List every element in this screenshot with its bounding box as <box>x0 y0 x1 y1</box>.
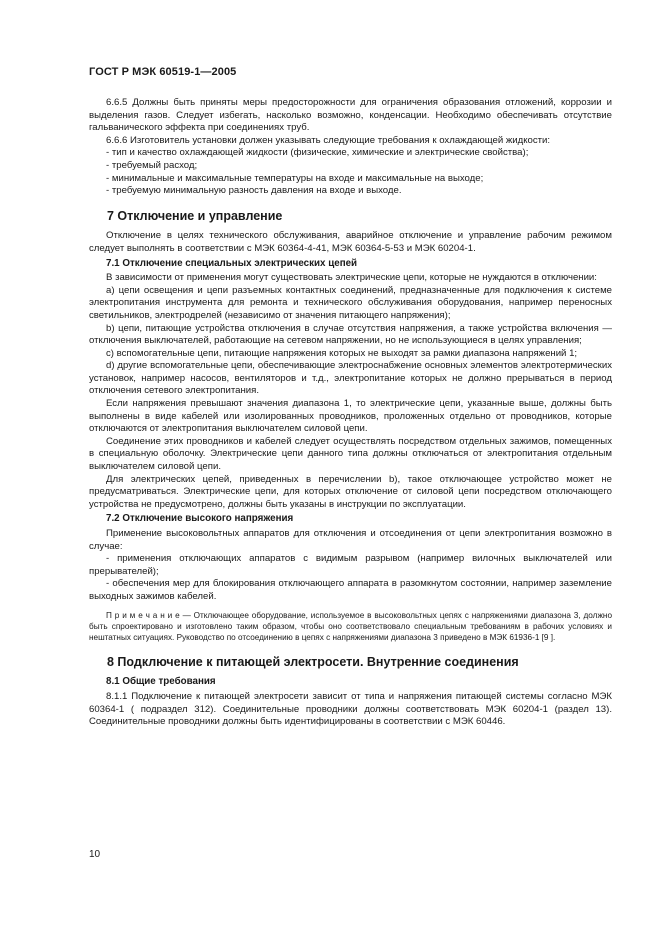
section-7-2-heading: 7.2 Отключение высокого напряжения <box>106 513 294 525</box>
paragraph-6-6-6: 6.6.6 Изготовитель установки должен указывать следующие требования к охлаждающей жидкости: <box>106 134 551 146</box>
list-item: - минимальные и максимальные температуры на входе и максимальные на выходе; <box>106 172 484 184</box>
section-7-heading: 7 Отключение и управление <box>107 208 283 223</box>
section-7-intro: Отключение в целях технического обслуживания, аварийное отключение и управление рабочим режимом следует выполнять в соответствии с МЭК 60364-4-41, МЭК 60364-5-53 и МЭК 60204-1. <box>89 230 612 254</box>
list-item: - обеспечения мер для блокирования отключающего аппарата в разомкнутом состоянии, например заземление выходных зажимов кабелей. <box>89 578 612 602</box>
list-item: - применения отключающих аппаратов с видимым разрывом (например вилочных выключателей или прерывателей); <box>89 553 612 577</box>
list-item: - тип и качество охлаждающей жидкости (физические, химические и электрические свойства); <box>106 147 529 159</box>
paragraph-6-6-5: 6.6.5 Должны быть приняты меры предосторожности для ограничения образования отложений, коррозии и выделения газов. Следует избегать, насколько возможно, конденсации. Необходимо обеспечивать отсутствие гальванического эффекта при соединениях труб. <box>89 97 612 134</box>
page-number: 10 <box>89 849 101 860</box>
section-8-heading: 8 Подключение к питающей электросети. Внутренние соединения <box>107 654 519 669</box>
paragraph: Применение высоковольтных аппаратов для отключения и отсоединения от цепи электропитания возможно в случае: <box>89 528 612 552</box>
section-8-1-heading: 8.1 Общие требования <box>106 676 216 688</box>
paragraph: b) цепи, питающие устройства отключения в случае отсутствия напряжения, а также устройства включения — отключения выключателей, работающие на сетевом напряжении, но не использующиеся в целях управления; <box>89 322 612 347</box>
paragraph: Для электрических цепей, приведенных в перечислении b), такое отключающее устройство может не предусматриваться. Электрические цепи, для которых отключение от силовой цепи посредством отключающего устройства не предусмотрено, должны быть указаны в инструкции по эксплуатации. <box>89 473 612 510</box>
paragraph: а) цепи освещения и цепи разъемных контактных соединений, предназначенные для подключения к системе электропитания инструмента для ремонта и технического обслуживания оборудования, например переносных светильников, электродрелей (независимо от значения питающего напряжения); <box>89 284 612 321</box>
paragraph: d) другие вспомогательные цепи, обеспечивающие электроснабжение основных элементов электротермических установок, например насосов, вентиляторов и т.д., электропитание которых не должно прерываться в период отключения сетевого электропитания. <box>89 360 612 397</box>
paragraph: В зависимости от применения могут существовать электрические цепи, которые не нуждаются в отключении: <box>106 272 597 284</box>
document-body <box>89 97 612 729</box>
paragraph-8-1-1: 8.1.1 Подключение к питающей электросети зависит от типа и напряжения питающей системы согласно МЭК 60364-1 ( подраздел 312). Соединительные проводники должны соответствовать МЭК 60204-1 (раздел 13). Соединительные проводники должны быть идентифицированы в соответствии с МЭК 60446. <box>89 690 612 728</box>
note: П р и м е ч а н и е — Отключающее оборудование, используемое в высоковольтных цепях с напряжениями диапазона 3, должно быть спроектировано и изготовлено таким образом, чтобы оно соответствовало специальным требованиям в рабочих условиях и нештатных ситуациях. Руководство по отсоединению в цепях с напряжениями диапазона 3 приведено в МЭК 61936-1 [9 ]. <box>89 610 612 643</box>
section-7-1-heading: 7.1 Отключение специальных электрических цепей <box>106 257 358 269</box>
list-item: - требуемую минимальную разность давления на входе и выходе. <box>106 185 402 197</box>
paragraph: Соединение этих проводников и кабелей следует осуществлять посредством отдельных зажимов, помещенных в специальную оболочку. Электрические цепи данного типа должны отключаться от электропитания отдельным выключателем силовой цепи. <box>89 435 612 473</box>
paragraph: с) вспомогательные цепи, питающие напряжения которых не выходят за рамки диапазона напряжений 1; <box>106 347 578 359</box>
standard-header: ГОСТ Р МЭК 60519-1—2005 <box>89 66 237 78</box>
list-item: - требуемый расход; <box>106 159 198 171</box>
paragraph: Если напряжения превышают значения диапазона 1, то электрические цепи, указанные выше, должны быть выполнены в виде кабелей или изолированных проводников, проложенных отдельно от проводников, которые отключаются от электропитания выключателем силовой цепи. <box>89 398 612 435</box>
